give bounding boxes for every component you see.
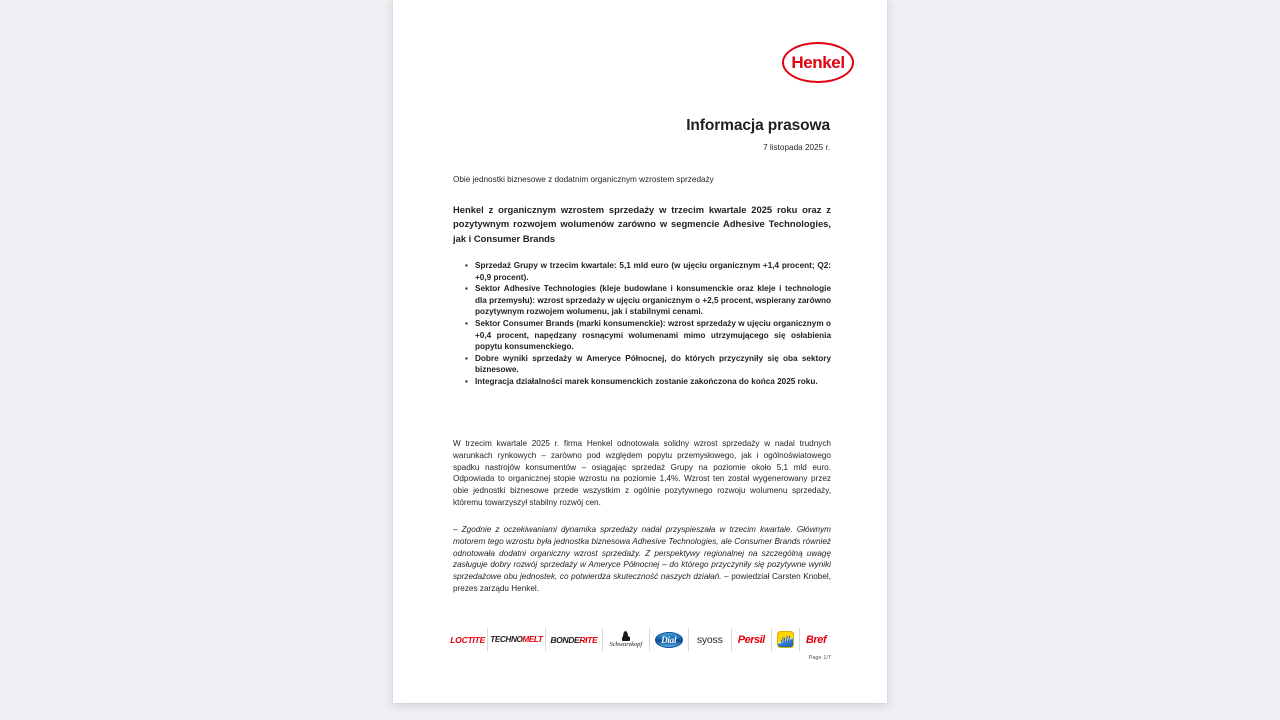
brand-logo-dial — [650, 628, 689, 651]
bullet-marker-icon: ▪ — [465, 376, 468, 386]
page-title: Informacja prasowa — [686, 117, 830, 134]
list-item-text: Integracja działalności marek konsumenckich zostanie zakończona do końca 2025 roku. — [475, 376, 818, 386]
brand-logo-loctite-text: LOCTITE — [450, 634, 485, 645]
key-points-ul — [453, 260, 831, 388]
bullet-marker-icon: ▪ — [465, 353, 468, 363]
list-item-text: Sektor Consumer Brands (marki konsumenckie): wzrost sprzedaży w ujęciu organicznym o +0,4 procent, napędzany rosnącymi wolumenami mimo utrzymującego się osłabienia popytu konsumenckiego. — [475, 318, 831, 352]
brand-logo-strip — [448, 628, 832, 651]
list-item-text: Dobre wyniki sprzedaży w Ameryce Północnej, do których przyczyniły się oba sektory biznesowe. — [475, 353, 831, 375]
list-item-text: Sprzedaż Grupy w trzecim kwartale: 5,1 mld euro (w ujęciu organicznym +1,4 procent; Q2: +0,9 procent). — [475, 261, 831, 282]
bullet-marker-icon: ▪ — [465, 261, 468, 270]
list-item — [453, 353, 831, 376]
kicker-line: Obie jednostki biznesowe z dodatnim organicznym wzrostem sprzedaży — [453, 175, 714, 184]
brand-logo-bonderite-red: RITE — [579, 634, 598, 645]
henkel-logo — [782, 42, 854, 83]
press-release-page — [393, 0, 887, 703]
brand-logo-technomelt-red: MELT — [522, 635, 543, 644]
list-item-text: Sektor Adhesive Technologies (kleje budowlane i konsumenckie oraz kleje i technologie dla przemysłu): wzrost sprzedaży w ujęciu organicznym o +2,5 procent, wspierany zarówno pozytywnym rozwojem wolumenu, jak i stabilnymi cenami. — [475, 284, 831, 317]
body-paragraph: W trzecim kwartale 2025 r. firma Henkel odnotowała solidny wzrost sprzedaży w nadal trudnych warunkach rynkowych – zarówno pod względem popytu przemysłowego, jak i ogólnoświatowego spadku nastrojów konsumentów – osiągając sprzedaż Grupy na poziomie około 5,1 mld euro. Odpowiada to organicznej stopie wzrostu na poziomie 1,4%. Wzrost ten został wygenerowany przez obie jednostki biznesowe przede wszystkim z ogólnie pozytywnego rozwoju wolumenu sprzedaży, któremu towarzyszył stabilny rozwój cen. — [453, 439, 831, 507]
list-item — [453, 283, 831, 318]
brand-logo-technomelt — [488, 628, 545, 651]
henkel-logo-wordmark: Henkel — [791, 52, 845, 72]
brand-logo-persil — [732, 628, 772, 651]
brand-logo-dial-text: Dial — [661, 634, 677, 645]
key-points-list — [453, 260, 831, 388]
list-item — [453, 260, 831, 283]
quote-paragraph — [453, 524, 831, 595]
brand-logo-bonderite-dark: BONDE — [550, 634, 580, 645]
list-item — [453, 318, 831, 353]
brand-logo-persil-text: Persil — [737, 633, 765, 646]
brand-logo-syoss — [689, 628, 732, 651]
quote-text: – Zgodnie z oczekiwaniami dynamika sprzedaży nadal przyspieszała w trzecim kwartale. Głównym motorem tego wzrostu była jednostka biznesowa Adhesive Technologies, ale Consumer Brands również odnotowała dodatni organiczny wzrost sprzedaży. Z perspektywy regionalnej na szczególną uwagę zasługuje dobry rozwój sprzedaży w Ameryce Północnej – do którego przyczyniły się pozytywne wyniki sprzedażowe obu jednostek, co potwierdza skuteczność naszych działań. — [453, 525, 831, 582]
all-tile-shape — [777, 631, 794, 648]
list-item — [453, 376, 831, 388]
brand-logo-syoss-text: syoss — [696, 633, 723, 646]
page-number: Page 1/7 — [808, 655, 831, 661]
dial-pill-shape — [655, 632, 683, 648]
brand-logo-technomelt-dark: TECHNO — [490, 635, 523, 644]
brand-logo-all-text: all — [781, 634, 790, 644]
bullet-marker-icon: ▪ — [465, 318, 468, 328]
brand-logo-bref-text: Bref — [805, 633, 827, 646]
brand-logo-bonderite — [546, 628, 603, 651]
headline: Henkel z organicznym wzrostem sprzedaży w trzecim kwartale 2025 roku oraz z pozytywnym rozwojem wolumenów zarówno w segmencie Adhesive Technologies, jak i Consumer Brands — [453, 204, 831, 244]
brand-logo-bref — [800, 628, 832, 651]
bullet-marker-icon: ▪ — [465, 284, 468, 294]
brand-logo-schwarzkopf-text: Schwarzkopf — [609, 641, 643, 648]
brand-logo-all — [772, 628, 800, 651]
brand-logo-loctite — [448, 628, 488, 651]
schwarzkopf-head-icon — [623, 631, 628, 640]
quote-attribution: – powiedział Carsten Knobel, prezes zarządu Henkel. — [453, 572, 831, 593]
brand-logo-schwarzkopf — [603, 628, 650, 651]
publication-date: 7 listopada 2025 r. — [763, 143, 830, 152]
